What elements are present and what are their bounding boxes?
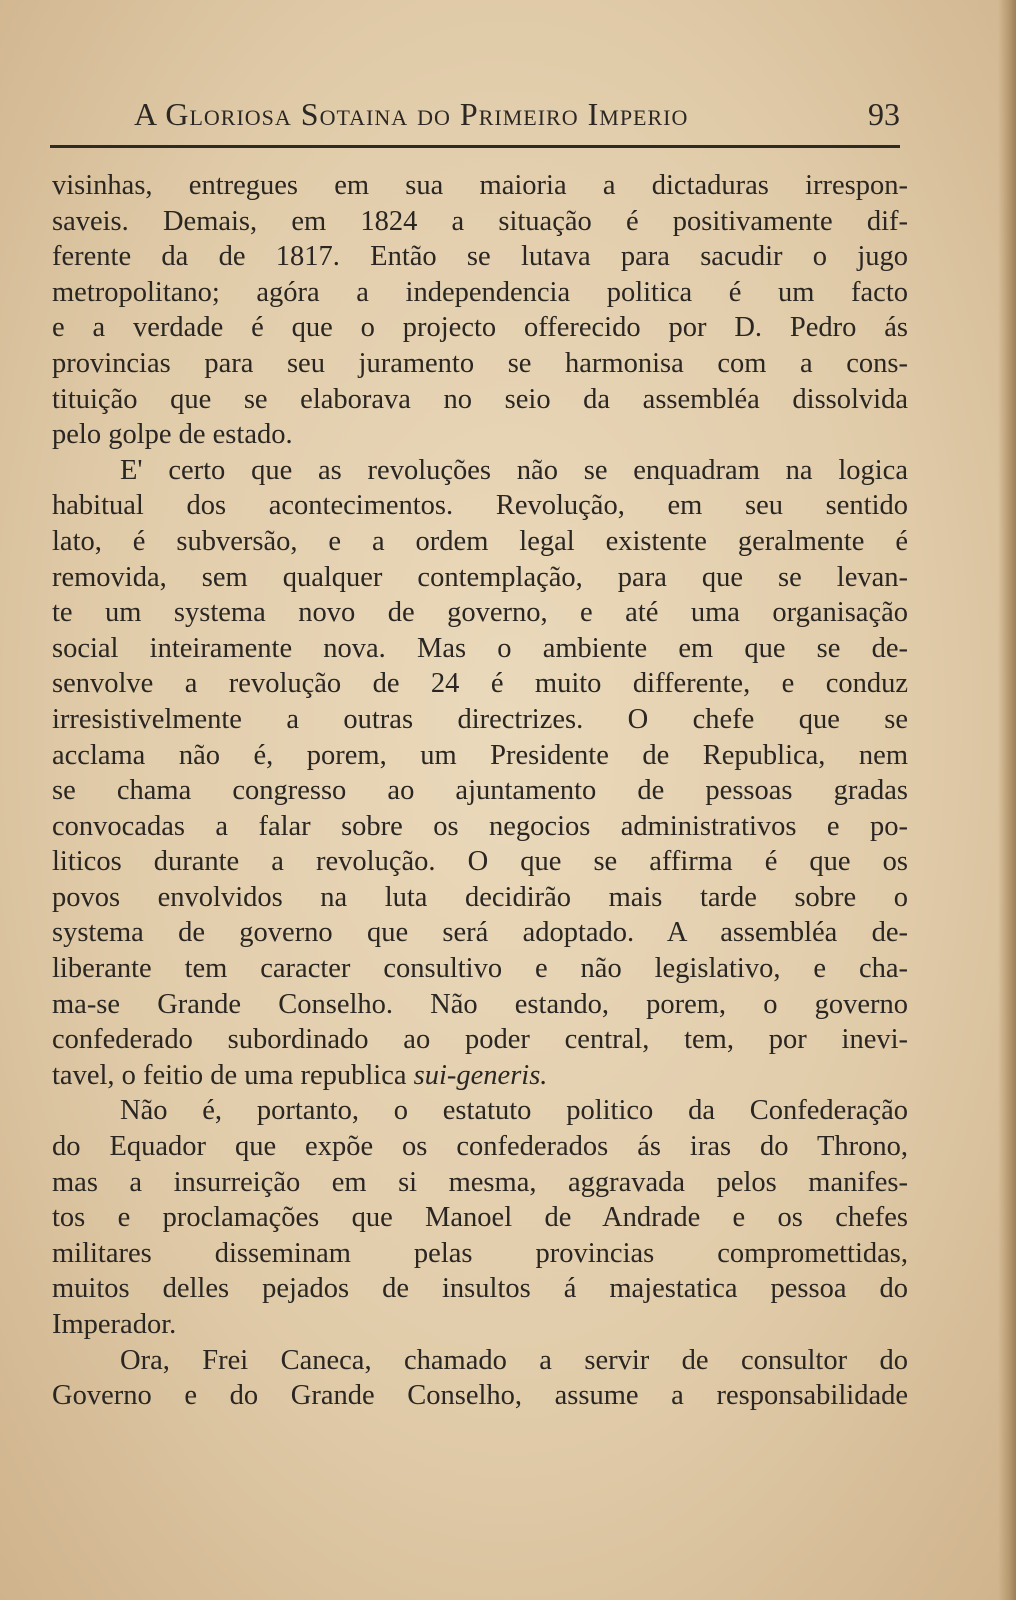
text-line: systema de governo que será adoptado. A assembléa de- — [52, 917, 908, 949]
text-line: Não é, portanto, o estatuto politico da Confederação — [120, 1095, 908, 1127]
text-line: tos e proclamações que Manoel de Andrade e os chefes — [52, 1202, 908, 1234]
page-number: 93 — [868, 96, 900, 132]
text-line: povos envolvidos na luta decidirão mais tarde sobre o — [52, 881, 908, 913]
text-line: habitual dos acontecimentos. Revolução, em seu sentido — [52, 490, 908, 522]
text-line: E' certo que as revoluções não se enquadram na logica — [120, 454, 908, 486]
text-line: senvolve a revolução de 24 é muito differente, e conduz — [52, 668, 908, 700]
text-line: do Equador que expõe os confederados ás iras do Throno, — [52, 1131, 908, 1163]
text-line: te um systema novo de governo, e até uma organisação — [52, 597, 908, 629]
text-line: saveis. Demais, em 1824 a situação é positivamente dif- — [52, 205, 908, 237]
text-line: lato, é subversão, e a ordem legal existente geralmente é — [52, 525, 908, 557]
text-line: removida, sem qualquer contemplação, para que se levan- — [52, 561, 908, 593]
text-line: mas a insurreição em si mesma, aggravada pelos manifes- — [52, 1166, 908, 1198]
text-line: confederado subordinado ao poder central, tem, por inevi- — [52, 1024, 908, 1056]
header-rule — [50, 145, 900, 148]
body-text — [52, 168, 908, 1414]
text-line: visinhas, entregues em sua maioria a dictaduras irrespon- — [52, 170, 908, 201]
text-line: convocadas a falar sobre os negocios administrativos e po- — [52, 810, 908, 842]
text-line: liberante tem caracter consultivo e não legislativo, e cha- — [52, 953, 908, 985]
text-line: irresistivelmente a outras directrizes. O chefe que se — [52, 703, 908, 735]
text-line — [52, 1058, 908, 1094]
text-line: Governo e do Grande Conselho, assume a responsabilidade — [52, 1380, 908, 1412]
text-line: ferente da de 1817. Então se lutava para sacudir o jugo — [52, 241, 908, 273]
text-line: metropolitano; agóra a independencia politica é um facto — [52, 276, 908, 308]
text-line: provincias para seu juramento se harmonisa com a cons- — [52, 347, 908, 379]
text-line: social inteiramente nova. Mas o ambiente em que se de- — [52, 632, 908, 664]
text-line: pelo golpe de estado. — [52, 419, 293, 451]
text-line: Imperador. — [52, 1309, 177, 1340]
text-line: ma-se Grande Conselho. Não estando, porem, o governo — [52, 988, 908, 1020]
text-segment: tavel, o feitio de uma republica — [52, 1059, 414, 1091]
page-edge-shadow — [998, 0, 1016, 1600]
italic-term: sui-generis. — [413, 1059, 548, 1091]
text-line: Ora, Frei Caneca, chamado a servir de consultor do — [120, 1344, 908, 1376]
text-line: se chama congresso ao ajuntamento de pessoas gradas — [52, 775, 908, 807]
text-line: muitos delles pejados de insultos á majestatica pessoa do — [52, 1273, 908, 1305]
text-line: liticos durante a revolução. O que se affirma é que os — [52, 846, 908, 878]
text-line: acclama não é, porem, um Presidente de Republica, nem — [52, 739, 908, 771]
running-title: A Gloriosa Sotaina do Primeiro Imperio — [134, 96, 689, 132]
text-line: militares disseminam pelas provincias compromettidas, — [52, 1237, 908, 1269]
text-line: tituição que se elaborava no seio da assembléa dissolvida — [52, 383, 908, 415]
running-header — [52, 96, 900, 140]
text-line: e a verdade é que o projecto offerecido por D. Pedro ás — [52, 312, 908, 344]
